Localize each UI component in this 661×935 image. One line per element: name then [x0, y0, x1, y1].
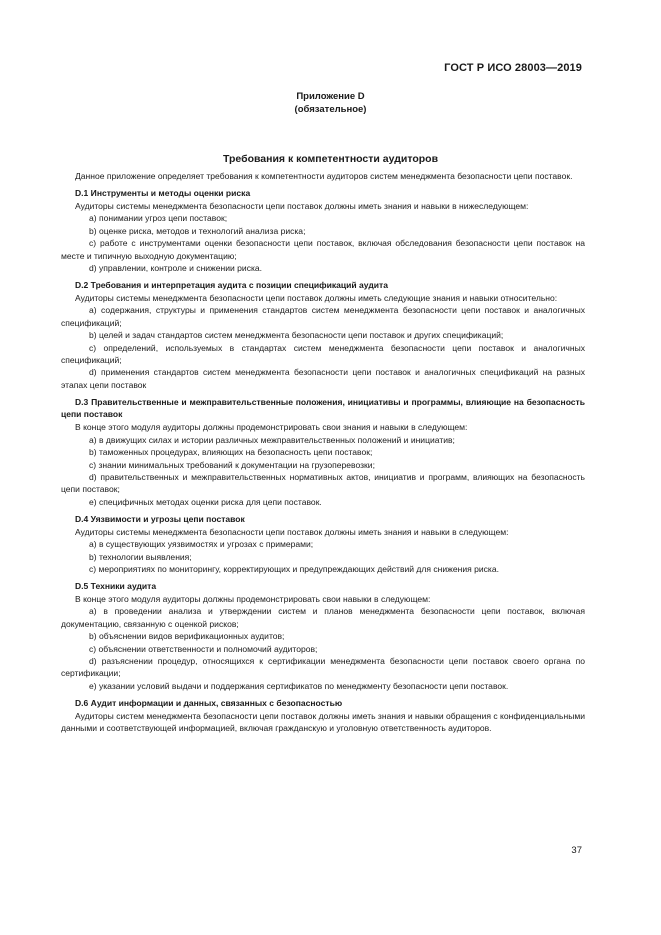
- list-item: a) в проведении анализа и утверждении систем и планов менеджмента безопасности цепи поставок, включая документацию, связанную с оценкой рисков;: [61, 606, 585, 629]
- list-item: d) правительственных и межправительственных нормативных актов, инициатив и программ, влияющих на безопасность цепи поставок;: [61, 471, 585, 495]
- section-lead: Аудиторы системы менеджмента безопасности цепи поставок должны иметь знания и навыки в следующем:: [75, 526, 509, 537]
- list-item: d) управлении, контроле и снижении риска.: [89, 263, 263, 274]
- section-heading: D.6 Аудит информации и данных, связанных с безопасностью: [75, 697, 343, 708]
- list-item: e) специфичных методах оценки риска для цепи поставок.: [89, 496, 322, 507]
- standard-number: ГОСТ Р ИСО 28003—2019: [444, 62, 582, 74]
- appendix-heading: [0, 91, 661, 116]
- list-item: b) объяснении видов верификационных аудитов;: [89, 631, 285, 642]
- section-heading: D.3 Правительственные и межправительственные положения, инициативы и программы, влияющие на безопасность цепи поставок: [61, 397, 585, 420]
- section-heading: D.1 Инструменты и методы оценки риска: [75, 188, 251, 199]
- page-title: Требования к компетентности аудиторов: [222, 153, 439, 165]
- section-heading: D.5 Техники аудита: [75, 581, 157, 592]
- list-item: b) технологии выявления;: [89, 551, 192, 562]
- list-item: b) таможенных процедурах, влияющих на безопасность цепи поставок;: [89, 447, 373, 458]
- section-lead: В конце этого модуля аудиторы должны продемонстрировать свои знания и навыки в следующем:: [75, 422, 468, 433]
- page-number: 37: [571, 845, 582, 856]
- list-item: d) разъяснении процедур, относящихся к сертификации менеджмента безопасности цепи поставок своего органа по сертификации;: [61, 655, 585, 679]
- list-item: c) определений, используемых в стандартах систем менеджмента безопасности цепи поставок и аналогичных спецификаций;: [61, 342, 585, 366]
- list-item: c) знании минимальных требований к документации на грузоперевозки;: [89, 459, 375, 470]
- section-heading: D.4 Уязвимости и угрозы цепи поставок: [75, 513, 245, 524]
- list-item: a) содержания, структуры и применения стандартов систем менеджмента безопасности цепи поставок и аналогичных спецификаций;: [61, 305, 585, 328]
- section-lead: Аудиторы системы менеджмента безопасности цепи поставок должны иметь знания и навыки в нижеследующем:: [75, 201, 529, 211]
- list-item: b) оценке риска, методов и технологий анализа риска;: [89, 225, 306, 236]
- section-lead: Аудиторы системы менеджмента безопасности цепи поставок должны иметь следующие знания и навыки относительно:: [75, 293, 558, 304]
- section-lead: В конце этого модуля аудиторы должны продемонстрировать свои навыки в следующем:: [75, 593, 431, 604]
- document-body: [61, 170, 585, 735]
- list-item: d) применения стандартов систем менеджмента безопасности цепи поставок и аналогичных спецификаций на разных этапах цепи поставок: [61, 367, 585, 390]
- list-item: c) объяснении ответственности и полномочий аудиторов;: [89, 643, 318, 654]
- appendix-label: Приложение D: [296, 91, 365, 102]
- list-item: c) работе с инструментами оценки безопасности цепи поставок, включая обследования безопасности цепи поставок на месте и типичную выходную документацию;: [61, 238, 585, 261]
- intro-paragraph: Данное приложение определяет требования к компетентности аудиторов систем менеджмента безопасности цепи поставок.: [75, 171, 573, 181]
- list-item: a) в существующих уязвимостях и угрозах с примерами;: [89, 539, 314, 550]
- section-heading: D.2 Требования и интерпретация аудита с позиции спецификаций аудита: [75, 280, 388, 291]
- list-item: a) в движущих силах и истории различных межправительственных положений и инициатив;: [89, 434, 455, 445]
- list-item: e) указании условий выдачи и поддержания сертификатов по менеджменту безопасности цепи поставок.: [89, 680, 509, 691]
- list-item: c) мероприятиях по мониторингу, корректирующих и предупреждающих действий для снижения риска.: [89, 563, 499, 574]
- list-item: a) понимании угроз цепи поставок;: [89, 213, 228, 224]
- section-lead: Аудиторы систем менеджмента безопасности цепи поставок должны иметь знания и навыки обращения с конфиденциальными данными и соответствующей информацией, включая гражданскую и уголовную ответственность аудиторов.: [61, 710, 585, 734]
- list-item: b) целей и задач стандартов систем менеджмента безопасности цепи поставок и других спецификаций;: [89, 330, 504, 341]
- appendix-status: (обязательное): [294, 103, 367, 115]
